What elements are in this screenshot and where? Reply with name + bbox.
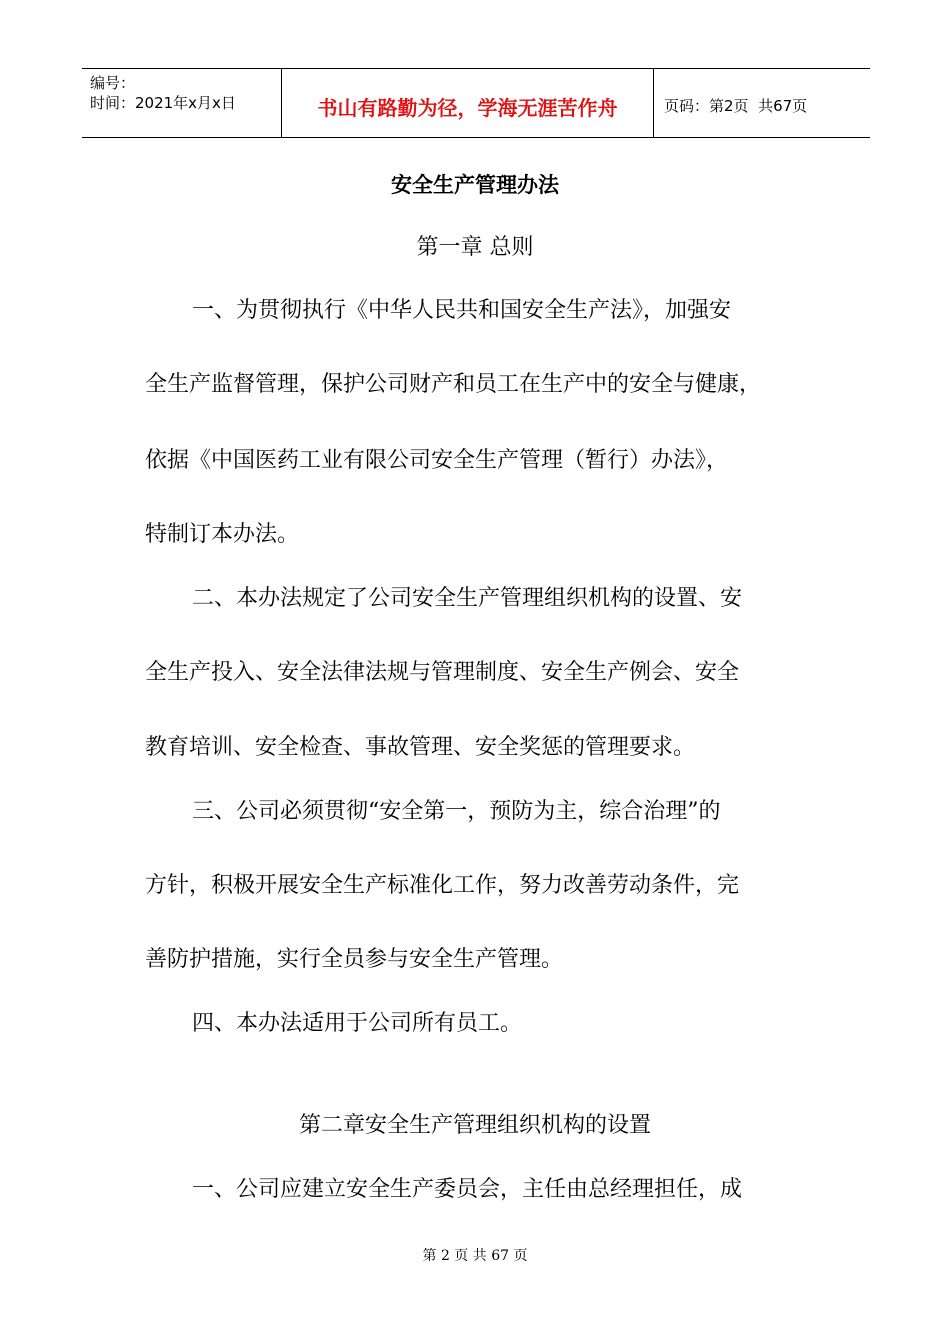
paragraph-line: 依据《中国医药工业有限公司安全生产管理（暂行）办法》， [145,448,729,473]
paragraph-line: 教育培训、安全检查、事故管理、安全奖惩的管理要求。 [145,735,696,760]
header-page-cell [654,69,870,137]
page-footer: 第 2 页 共 67 页 [422,1248,528,1264]
document-title: 安全生产管理办法 [391,173,559,197]
paragraph-line: 一、公司应建立安全生产委员会，主任由总经理担任，成 [192,1177,743,1202]
chapter1-heading: 第一章 总则 [416,235,534,260]
header-left-cell [82,69,282,137]
paragraph-line: 善防护措施，实行全员参与安全生产管理。 [145,947,564,972]
time-label: 时间：2021年x月x日 [90,94,236,112]
paragraph-line: 方针，积极开展安全生产标准化工作，努力改善劳动条件，完 [145,873,740,898]
paragraph-line: 三、公司必须贯彻“安全第一，预防为主，综合治理”的 [192,799,721,824]
header-motto-cell [282,69,654,137]
paragraph-line: 二、本办法规定了公司安全生产管理组织机构的设置、安 [192,586,743,611]
header-table [82,68,870,138]
number-label: 编号： [90,74,136,92]
paragraph-line: 全生产投入、安全法律法规与管理制度、安全生产例会、安全 [145,660,740,685]
paragraph-line: 一、为贯彻执行《中华人民共和国安全生产法》，加强安 [192,298,732,323]
motto-text: 书山有路勤为径，学海无涯苦作舟 [317,95,618,120]
paragraph-line: 全生产监督管理，保护公司财产和员工在生产中的安全与健康， [145,372,762,397]
page-info: 页码：第2页 共67页 [664,96,808,115]
paragraph-line: 四、本办法适用于公司所有员工。 [192,1011,523,1036]
paragraph-line: 特制订本办法。 [145,522,300,547]
chapter2-heading: 第二章安全生产管理组织机构的设置 [298,1113,651,1138]
